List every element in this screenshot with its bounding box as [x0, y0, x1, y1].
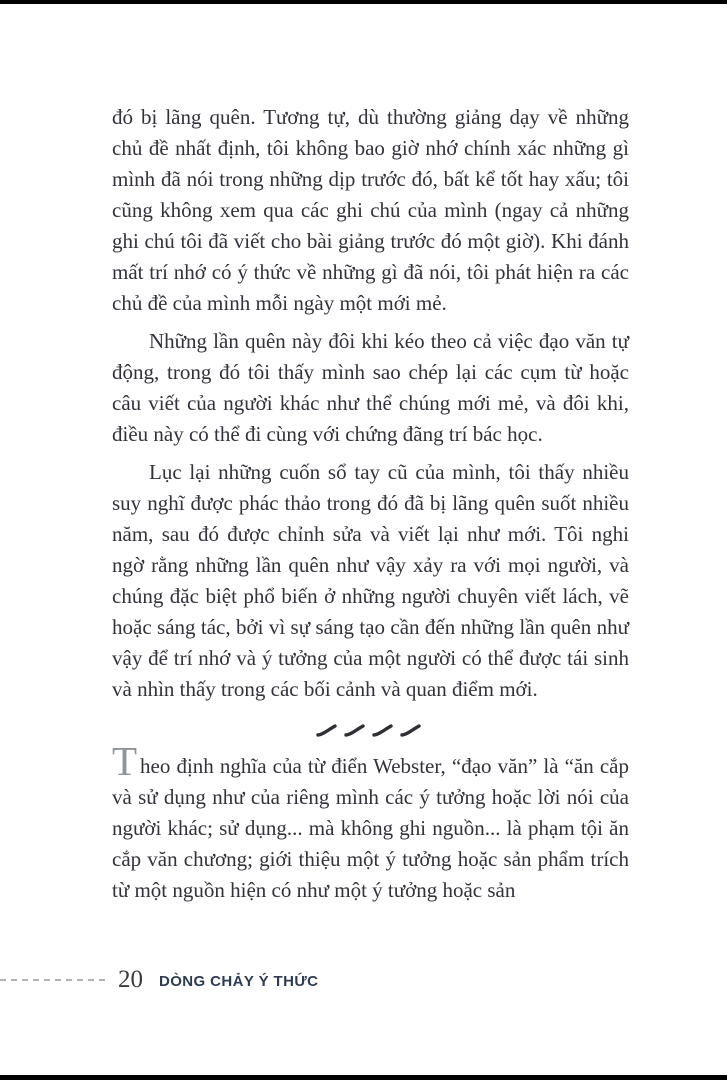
footer-dashed-leader	[0, 979, 108, 981]
section-break-flourish-icon	[112, 719, 629, 741]
page-text-block	[112, 102, 629, 913]
drop-cap-letter: T	[112, 738, 138, 784]
page-number: 20	[118, 966, 143, 993]
body-paragraph-4	[112, 738, 629, 906]
top-bezel-bar	[0, 0, 727, 4]
section-start-text: heo định nghĩa của từ điển Webster, “đạo văn” là “ăn cắp và sử dụng như của riêng mình các ý tưởng hoặc lời nói của người khác; sử dụng... mà không ghi nguồn... là phạm tội ăn cắp văn chương; giới thiệu một ý tưởng hoặc sản phẩm trích từ một nguồn hiện có như một ý tưởng hoặc sản	[112, 754, 629, 902]
bottom-bezel-bar	[0, 1075, 727, 1080]
page-footer	[0, 964, 727, 996]
body-paragraph-3: Lục lại những cuốn sổ tay cũ của mình, tôi thấy nhiều suy nghĩ được phác thảo trong đó đã bị lãng quên suốt nhiều năm, sau đó được chỉnh sửa và viết lại như mới. Tôi nghi ngờ rằng những lần quên như vậy xảy ra với mọi người, và chúng đặc biệt phổ biến ở những người chuyên viết lách, vẽ hoặc sáng tác, bởi vì sự sáng tạo cần đến những lần quên như vậy để trí nhớ và ý tưởng của một người có thể được tái sinh và nhìn thấy trong các bối cảnh và quan điểm mới.	[112, 460, 629, 701]
body-paragraph-2: Những lần quên này đôi khi kéo theo cả việc đạo văn tự động, trong đó tôi thấy mình sao chép lại các cụm từ hoặc câu viết của người khác như thể chúng mới mẻ, và đôi khi, điều này có thể đi cùng với chứng đãng trí bác học.	[112, 329, 629, 446]
body-paragraph-1: đó bị lãng quên. Tương tự, dù thường giảng dạy về những chủ đề nhất định, tôi không bao giờ nhớ chính xác những gì mình đã nói trong những dịp trước đó, bất kể tốt hay xấu; tôi cũng không xem qua các ghi chú của mình (ngay cả những ghi chú tôi đã viết cho bài giảng trước đó một giờ). Khi đánh mất trí nhớ có ý thức về những gì đã nói, tôi phát hiện ra các chủ đề của mình mỗi ngày một mới mẻ.	[112, 105, 629, 315]
running-book-title: DÒNG CHẢY Ý THỨC	[159, 973, 319, 990]
